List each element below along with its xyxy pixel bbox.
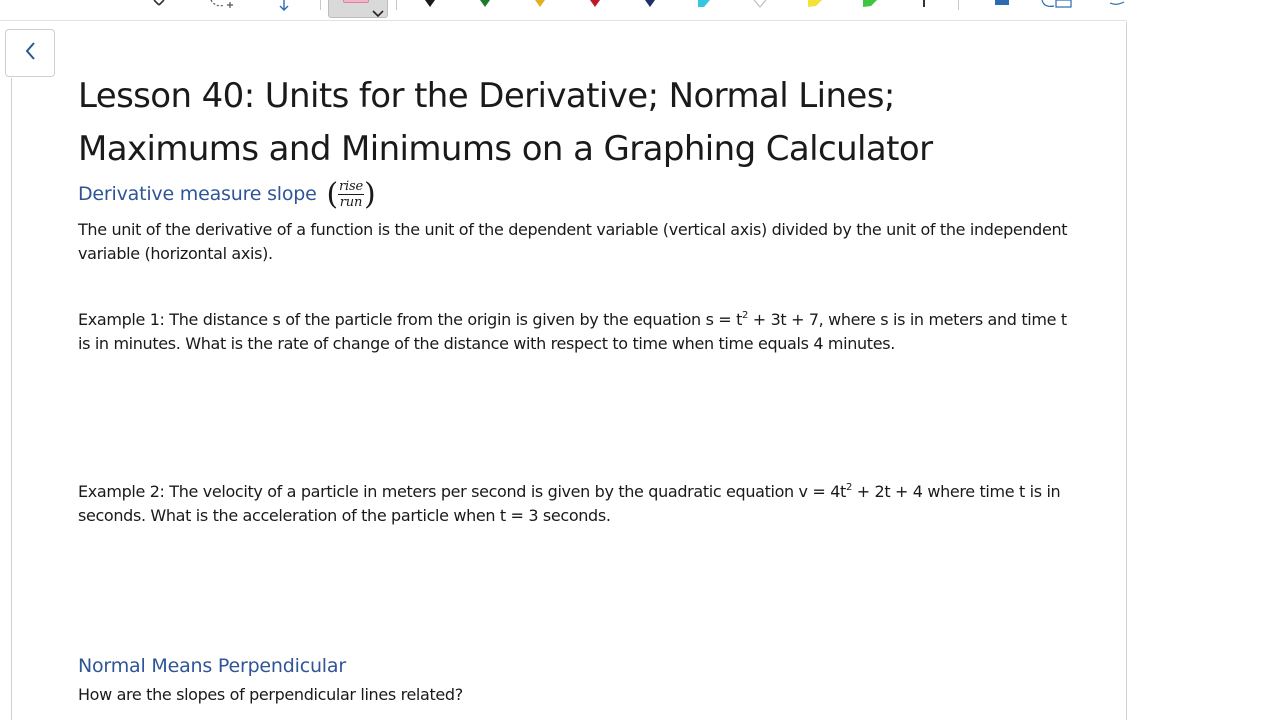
white-highlighter-icon[interactable] (751, 0, 769, 10)
navy-pen-icon[interactable] (642, 0, 658, 10)
green-highlighter-icon[interactable] (861, 0, 879, 10)
page-title (78, 70, 1118, 176)
green-pen-icon[interactable] (477, 0, 493, 10)
shapes-icon[interactable] (994, 0, 1010, 10)
example-1-exponent: 2 (742, 310, 749, 321)
back-button[interactable] (5, 29, 55, 77)
fraction-denominator: run (339, 195, 363, 210)
pen-color-dropdown[interactable] (328, 0, 388, 18)
pen-color-swatch (343, 0, 369, 3)
unit-explanation-paragraph: The unit of the derivative of a function is the unit of the dependent variable (vertical axis) divided by the unit of the independent variable (horizontal axis). (78, 220, 1068, 263)
example-1-text-a: Example 1: The distance s of the particle from the origin is given by the equation s = t (78, 310, 743, 329)
cyan-highlighter-icon[interactable] (696, 0, 714, 10)
example-2-exponent: 2 (845, 482, 852, 493)
ink-replay-icon[interactable] (1106, 0, 1126, 10)
pencil-icon[interactable] (920, 0, 930, 10)
normal-heading: Normal Means Perpendicular (78, 655, 346, 677)
page-title-line-1: Lesson 40: Units for the Derivative; Normal Lines; (78, 76, 895, 116)
page-title-line-2: Maximums and Minimums on a Graphing Calculator (78, 129, 933, 169)
page-top-border (0, 20, 1127, 21)
insert-space-icon[interactable] (274, 0, 294, 12)
lasso-select-icon[interactable] (208, 0, 238, 10)
page-right-border (1126, 22, 1127, 720)
example-1-paragraph (78, 308, 1078, 356)
example-2-text-a: Example 2: The velocity of a particle in meters per second is given by the quadratic equation v = 4t (78, 482, 846, 501)
yellow-pen-icon[interactable] (532, 0, 548, 10)
red-pen-icon[interactable] (587, 0, 603, 10)
perpendicular-question: How are the slopes of perpendicular lines related? (78, 685, 463, 704)
derivative-heading (78, 176, 376, 212)
example-1-text-b: + 3t + 7, where s is in meters and time t is in minutes. What is the rate of change of the distance with respect to time when time equals 4 minutes. (78, 310, 1067, 353)
lasso-text-icon[interactable] (150, 0, 174, 10)
drawing-toolbar (0, 0, 1280, 20)
page-left-border (11, 78, 12, 720)
yellow-highlighter-icon[interactable] (806, 0, 824, 10)
chevron-left-icon (23, 40, 37, 66)
black-pen-icon[interactable] (422, 0, 438, 10)
example-2-paragraph (78, 480, 1078, 528)
example-2-text-b: + 2t + 4 where time t is in seconds. What is the acceleration of the particle when t = 3 seconds. (78, 482, 1061, 525)
fraction-numerator: rise (339, 179, 363, 194)
rise-over-run-fraction: ( $\frac{\text{rise}}{\text{run}}$ ) (326, 176, 376, 212)
derivative-heading-text: Derivative measure slope (78, 183, 317, 205)
ink-to-shape-icon[interactable] (1040, 0, 1074, 10)
chevron-down-icon (371, 4, 385, 20)
